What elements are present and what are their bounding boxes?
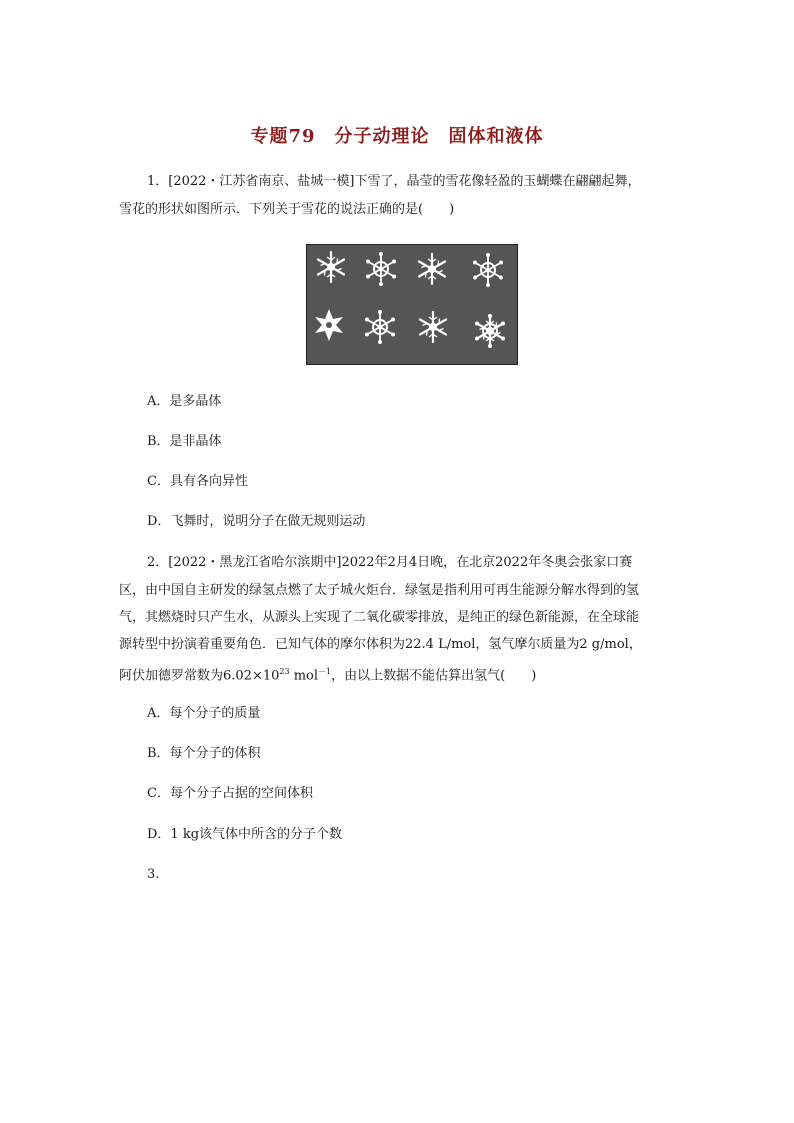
q2-stem-line-3: 气，其燃烧时只产生水，从源头上实现了二氧化碳零排放，是纯正的绿色新能源，在全球能 bbox=[119, 610, 640, 625]
q2-option-d: D．1 kg该气体中所含的分子个数 bbox=[147, 827, 343, 842]
q1-option-a: A．是多晶体 bbox=[147, 394, 222, 409]
q1-option-c: C．具有各向异性 bbox=[147, 474, 248, 489]
q2-stem-line-4: 源转型中扮演着重要角色．已知气体的摩尔体积为22.4 L/mol，氢气摩尔质量为2 g/mol， bbox=[119, 637, 642, 652]
q2-option-c: C．每个分子占据的空间体积 bbox=[147, 786, 313, 801]
q2-stem-line-2: 区，由中国自主研发的绿氢点燃了太子城火炬台．绿氢是指利用可再生能源分解水得到的氢 bbox=[119, 583, 640, 598]
snowflakes-svg bbox=[307, 245, 517, 364]
q2-line5-unit: mol bbox=[289, 668, 319, 684]
q2-line5-exponent: 23 bbox=[279, 667, 290, 676]
snowflakes-image bbox=[306, 244, 518, 365]
q2-option-b: B．每个分子的体积 bbox=[147, 746, 261, 761]
q2-stem-line-1: 2．[2022・黑龙江省哈尔滨期中]2022年2月4日晚，在北京2022年冬奥会张家口赛 bbox=[147, 555, 633, 570]
page-title: 专题79 分子动理论 固体和液体 bbox=[250, 126, 544, 147]
q2-stem-line-5 bbox=[119, 662, 536, 686]
q1-stem-line-2: 雪花的形状如图所示．下列关于雪花的说法正确的是( ) bbox=[119, 202, 455, 217]
q3-label: 3. bbox=[147, 867, 160, 882]
q2-option-a: A．每个分子的质量 bbox=[147, 706, 261, 721]
q1-option-b: B．是非晶体 bbox=[147, 434, 222, 449]
q2-line5-unit-exponent: －1 bbox=[318, 667, 332, 676]
q2-line5-post: ，由以上数据不能估算出氢气( ) bbox=[331, 668, 537, 684]
q1-stem-line-1: 1．[2022・江苏省南京、盐城一模]下雪了，晶莹的雪花像轻盈的玉蝴蝶在翩翩起舞， bbox=[147, 174, 641, 189]
q2-line5-pre: 阿伏加德罗常数为6.02×10 bbox=[119, 668, 280, 684]
q1-option-d: D．飞舞时，说明分子在做无规则运动 bbox=[147, 514, 366, 529]
